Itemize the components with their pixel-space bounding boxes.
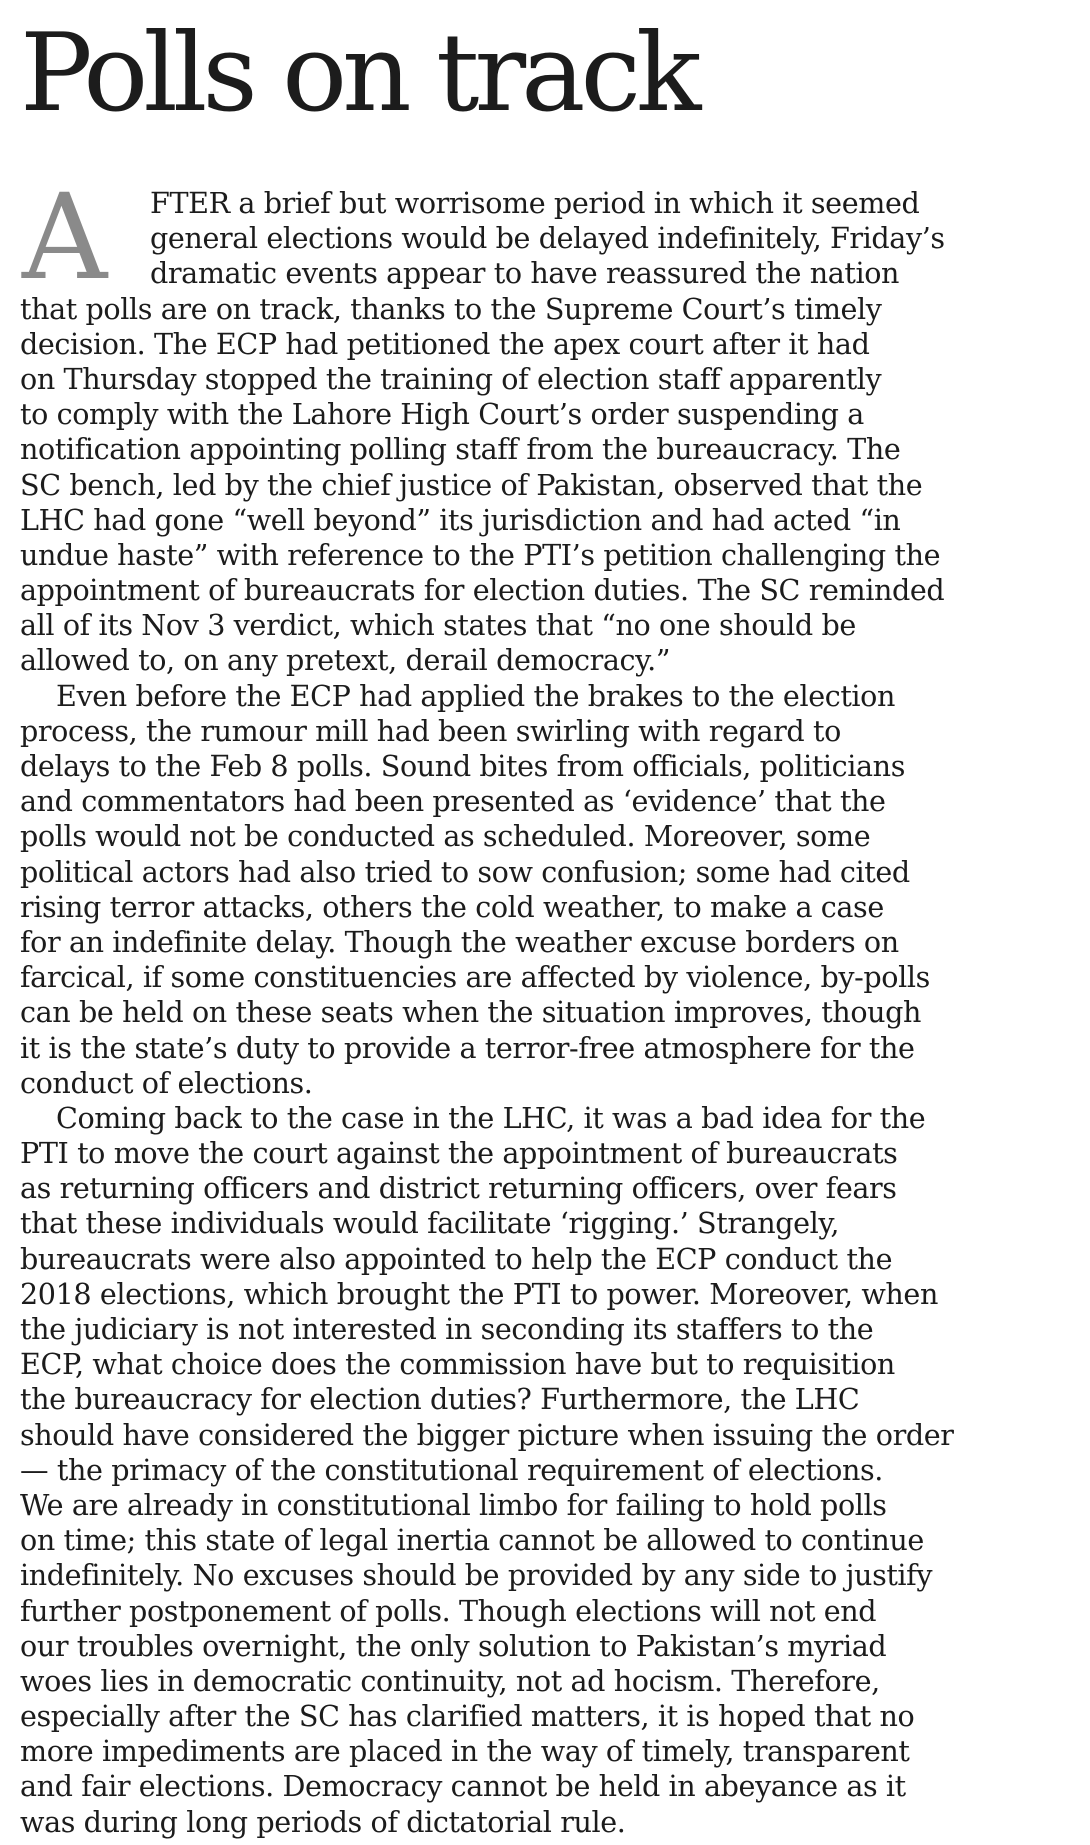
- text-line: the bureaucracy for election duties? Furthermore, the LHC: [20, 1382, 860, 1417]
- paragraph-2: [20, 679, 1070, 1101]
- text-line: was during long periods of dictatorial rule.: [20, 1804, 626, 1839]
- text-line: LHC had gone “well beyond” its jurisdiction and had acted “in: [20, 502, 901, 537]
- text-line: undue haste” with reference to the PTI’s petition challenging the: [20, 537, 941, 572]
- text-line: Even before the ECP had applied the brakes to the election: [56, 678, 895, 713]
- text-line: bureaucrats were also appointed to help the ECP conduct the: [20, 1241, 893, 1276]
- text-line: on time; this state of legal inertia cannot be allowed to continue: [20, 1523, 924, 1558]
- article-body: [20, 168, 1070, 1840]
- text-line: FTER a brief but worrisome period in which it seemed: [150, 186, 920, 220]
- text-line: indefinitely. No excuses should be provided by any side to justify: [20, 1558, 933, 1593]
- text-line: farcical, if some constituencies are affected by violence, by-polls: [20, 960, 930, 995]
- text-line: that these individuals would facilitate ‘rigging.’ Strangely,: [20, 1206, 840, 1241]
- text-line: our troubles overnight, the only solution to Pakistan’s myriad: [20, 1628, 887, 1663]
- text-line: dramatic events appear to have reassured the nation: [150, 256, 900, 291]
- text-line: political actors had also tried to sow confusion; some had cited: [20, 854, 910, 889]
- text-line: general elections would be delayed indefinitely, Friday’s: [150, 221, 945, 256]
- text-line: delays to the Feb 8 polls. Sound bites from officials, politicians: [20, 749, 905, 783]
- text-line: polls would not be conducted as scheduled. Moreover, some: [20, 819, 871, 854]
- text-line: can be held on these seats when the situation improves, though: [20, 995, 922, 1030]
- text-line: process, the rumour mill had been swirling with regard to: [20, 713, 841, 748]
- text-line: PTI to move the court against the appointment of bureaucrats: [20, 1136, 898, 1171]
- text-line: further postponement of polls. Though elections will not end: [20, 1593, 877, 1628]
- text-line: We are already in constitutional limbo for failing to hold polls: [20, 1487, 887, 1522]
- text-line: the judiciary is not interested in seconding its staffers to the: [20, 1312, 874, 1346]
- headline: Polls on track: [20, 11, 697, 136]
- text-line: Coming back to the case in the LHC, it was a bad idea for the: [56, 1100, 926, 1135]
- text-line: decision. The ECP had petitioned the apex court after it had: [20, 326, 870, 361]
- text-line: conduct of elections.: [20, 1065, 313, 1100]
- text-line: allowed to, on any pretext, derail democracy.”: [20, 643, 671, 678]
- text-line: rising terror attacks, others the cold weather, to make a case: [20, 889, 884, 924]
- text-line: more impediments are placed in the way of timely, transparent: [20, 1734, 910, 1769]
- text-line: woes lies in democratic continuity, not ad hocism. Therefore,: [20, 1663, 880, 1698]
- paragraph-1: [20, 168, 1070, 679]
- text-line: on Thursday stopped the training of election staff apparently: [20, 361, 882, 396]
- text-line: SC bench, led by the chief justice of Pakistan, observed that the: [20, 467, 923, 502]
- text-line: it is the state’s duty to provide a terror-free atmosphere for the: [20, 1030, 915, 1065]
- text-line: especially after the SC has clarified matters, it is hoped that no: [20, 1699, 915, 1734]
- text-line: for an indefinite delay. Though the weather excuse borders on: [20, 924, 899, 959]
- drop-cap: A: [22, 168, 107, 306]
- editorial-page: [20, 11, 1070, 1840]
- text-line: 2018 elections, which brought the PTI to power. Moreover, when: [20, 1276, 938, 1311]
- text-line: appointment of bureaucrats for election duties. The SC reminded: [20, 573, 945, 608]
- text-line: all of its Nov 3 verdict, which states that “no one should be: [20, 608, 856, 643]
- text-line: and fair elections. Democracy cannot be held in abeyance as it: [20, 1769, 906, 1804]
- text-line: to comply with the Lahore High Court’s order suspending a: [20, 397, 864, 432]
- text-line: — the primacy of the constitutional requirement of elections.: [20, 1452, 883, 1487]
- text-line: should have considered the bigger picture when issuing the order: [20, 1417, 954, 1452]
- text-line: as returning officers and district returning officers, over fears: [20, 1171, 897, 1206]
- paragraph-3: [20, 1101, 1070, 1840]
- text-line: and commentators had been presented as ‘evidence’ that the: [20, 784, 886, 819]
- text-line: that polls are on track, thanks to the Supreme Court’s timely: [20, 291, 882, 326]
- text-line: notification appointing polling staff from the bureaucracy. The: [20, 432, 901, 467]
- text-line: ECP, what choice does the commission have but to requisition: [20, 1347, 895, 1382]
